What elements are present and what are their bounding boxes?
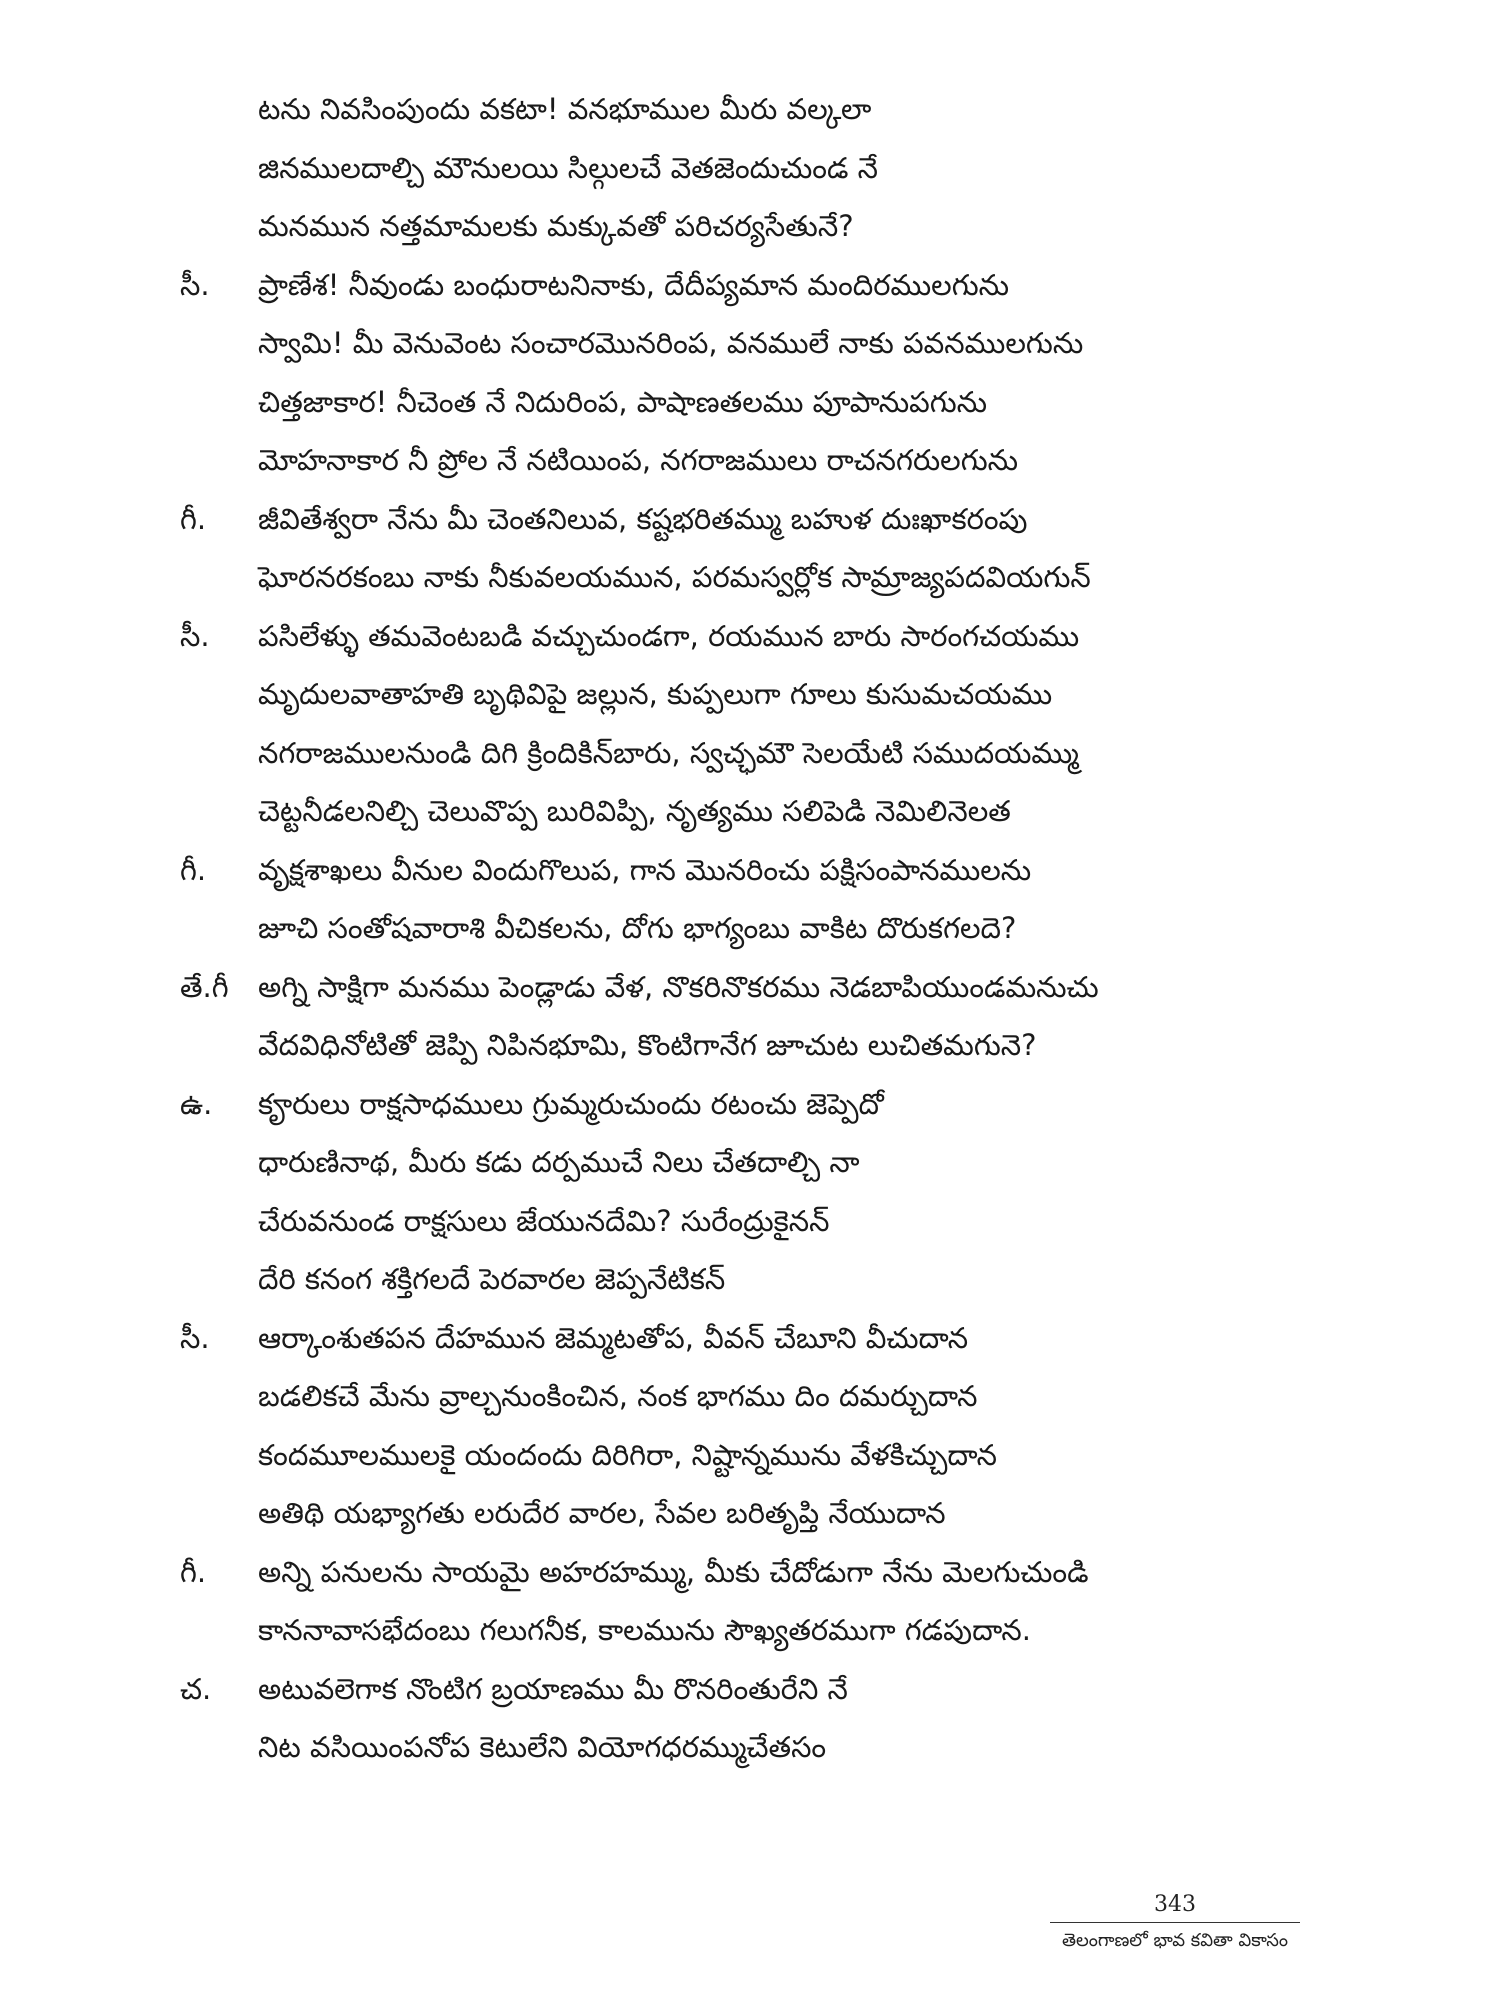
poem-line xyxy=(180,607,1300,666)
poem-line xyxy=(180,431,1300,490)
page-footer xyxy=(1050,1890,1300,1953)
poem-line xyxy=(180,841,1300,900)
verse-meter-marker: గీ. xyxy=(180,501,207,536)
poem-line-text: ధారుణినాథ, మీరు కడు దర్పముచే నిలు చేతదాల్చి నా xyxy=(258,1145,860,1179)
poem-line xyxy=(180,1426,1300,1485)
poem-line xyxy=(180,1367,1300,1426)
poem-line-text: దేరి కనంగ శక్తిగలదే పెరవారల జెప్పనేటికన్ xyxy=(258,1262,726,1296)
poem-line-text: వృక్షశాఖలు వీనుల విందుగొలుప, గాన మొనరించు పక్షిసంపానములను xyxy=(258,852,1032,887)
poem-line-text: ప్రాణేశ! నీవుండు బంధురాటనినాకు, దేదీప్యమాన మందిరములగును xyxy=(258,267,1010,302)
poem-line-text: నిట వసియింపనోప కెటులేని వియోగధరమ్ముచేతసం xyxy=(258,1730,827,1764)
poem-line-text: మోహనాకార నీ ప్రోల నే నటియింప, నగరాజములు రాచనగరులగును xyxy=(258,443,1019,477)
poem-line-text: పసిలేళ్ళు తమవెంటబడి వచ్చుచుండగా, రయమున బారు సారంగచయము xyxy=(258,618,1080,653)
poem-line-text: జూచి సంతోషవారాశి వీచికలను, దోగు భాగ్యంబు వాకిట దొరుకగలదె? xyxy=(258,911,1017,945)
poem-line xyxy=(180,958,1300,1017)
poem-line xyxy=(180,80,1300,139)
poem-line xyxy=(180,1192,1300,1251)
poem-line-text: జినములదాల్చి మౌనులయి సిల్గులచే వెతజెందుచుండ నే xyxy=(258,150,878,185)
poem-line xyxy=(180,1309,1300,1368)
poem-line-text: కౄరులు రాక్షసాధములు గ్రుమ్మరుచుందు రటంచు జెప్పెదో xyxy=(258,1086,884,1121)
poem-line-text: అటువలెగాక నొంటిగ బ్రయాణము మీ రొనరింతురేని నే xyxy=(258,1671,848,1706)
poem-line xyxy=(180,1250,1300,1309)
poem-line xyxy=(180,197,1300,256)
verse-meter-marker: తే.గీ xyxy=(180,969,229,1004)
verse-meter-marker: చ. xyxy=(180,1671,212,1706)
poem-line-text: మృదులవాతాహతి బృథివిపై జల్లున, కుప్పలుగా గూలు కుసుమచయము xyxy=(258,677,1053,711)
poem-line xyxy=(180,373,1300,432)
poem-line xyxy=(180,314,1300,373)
poem-line xyxy=(180,490,1300,549)
poem-line-text: చిత్తజాకార! నీచెంత నే నిదురింప, పాషాణతలము పూపానుపగును xyxy=(258,384,988,419)
poem-line-text: కందమూలములకై యందందు దిరిగిరా, నిష్టాన్నమును వేళకిచ్చుదాన xyxy=(258,1437,997,1472)
poem-line-text: అగ్ని సాక్షిగా మనము పెండ్లాడు వేళ, నొకరినొకరము నెడబాపియుండమనుచు xyxy=(258,969,1099,1004)
poem-line-text: టను నివసింపుందు వకటా! వనభూముల మీరు వల్కలా xyxy=(258,92,872,126)
poem-line xyxy=(180,1016,1300,1075)
poem-line-text: ఆర్కాంశుతపన దేహమున జెమ్మటతోప, వీవన్ చేబూని వీచుదాన xyxy=(258,1320,969,1355)
poem-line xyxy=(180,899,1300,958)
poem-line xyxy=(180,724,1300,783)
poem-line-text: స్వామి! మీ వెనువెంట సంచారమొనరింప, వనములే నాకు పవనములగును xyxy=(258,326,1084,360)
page-number: 343 xyxy=(1154,1892,1196,1917)
poem-line-text: వేదవిధినోటితో జెప్పి నిపినభూమి, కొంటిగానేగ జూచుట లుచితమగునె? xyxy=(258,1028,1037,1062)
poem-line xyxy=(180,1718,1300,1777)
poem-line-text: జీవితేశ్వరా నేను మీ చెంతనిలువ, కష్టభరితమ్ము బహుళ దుఃఖాకరంపు xyxy=(258,501,1028,536)
poem-line-text: మనమున నత్తమామలకు మక్కువతో పరిచర్యసేతునే? xyxy=(258,209,854,243)
poem-line xyxy=(180,1543,1300,1602)
poem-line xyxy=(180,256,1300,315)
poem-text-block xyxy=(180,80,1300,1777)
poem-line-text: నగరాజములనుండి దిగి క్రిందికిన్‌బారు, స్వచ్ఛమౌ సెలయేటి సముదయమ్ము xyxy=(258,735,1079,770)
poem-line xyxy=(180,1484,1300,1543)
poem-line xyxy=(180,782,1300,841)
verse-meter-marker: సీ. xyxy=(180,1320,210,1355)
poem-line-text: కాననావాసభేదంబు గలుగనీక, కాలమును సౌఖ్యతరముగా గడపుదాన. xyxy=(258,1613,1031,1647)
poem-line-text: ఘోరనరకంబు నాకు నీకువలయమున, పరమస్వర్లోక సామ్రాజ్యపదవియగున్ xyxy=(258,560,1091,594)
poem-line xyxy=(180,1601,1300,1660)
poem-line-text: చేరువనుండ రాక్షసులు జేయునదేమి? సురేంద్రుకైనన్ xyxy=(258,1203,830,1238)
poem-line-text: చెట్టనీడలనిల్చి చెలువొప్ప బురివిప్పి, నృత్యము సలిపెడి నెమిలినెలత xyxy=(258,794,1011,828)
verse-meter-marker: సీ. xyxy=(180,618,210,653)
poem-line xyxy=(180,665,1300,724)
poem-line-text: అతిథి యభ్యాగతు లరుదేర వారల, సేవల బరితృప్తి నేయుదాన xyxy=(258,1496,946,1530)
verse-meter-marker: గీ. xyxy=(180,852,207,887)
poem-line xyxy=(180,1660,1300,1719)
poem-line xyxy=(180,1075,1300,1134)
footer-divider xyxy=(1050,1922,1300,1923)
poem-line-text: అన్ని పనులను సాయమై అహరహమ్ము, మీకు చేదోడుగా నేను మెలగుచుండి xyxy=(258,1554,1089,1589)
poem-line-text: బడలికచే మేను వ్రాల్చనుంకించిన, నంక భాగము దిం దమర్చుదాన xyxy=(258,1379,978,1413)
poem-line xyxy=(180,548,1300,607)
book-title: తెలంగాణలో భావ కవితా వికాసం xyxy=(1061,1930,1289,1951)
verse-meter-marker: గీ. xyxy=(180,1554,207,1589)
verse-meter-marker: ఉ. xyxy=(180,1086,213,1121)
poem-line xyxy=(180,1133,1300,1192)
verse-meter-marker: సీ. xyxy=(180,267,210,302)
poem-line xyxy=(180,139,1300,198)
